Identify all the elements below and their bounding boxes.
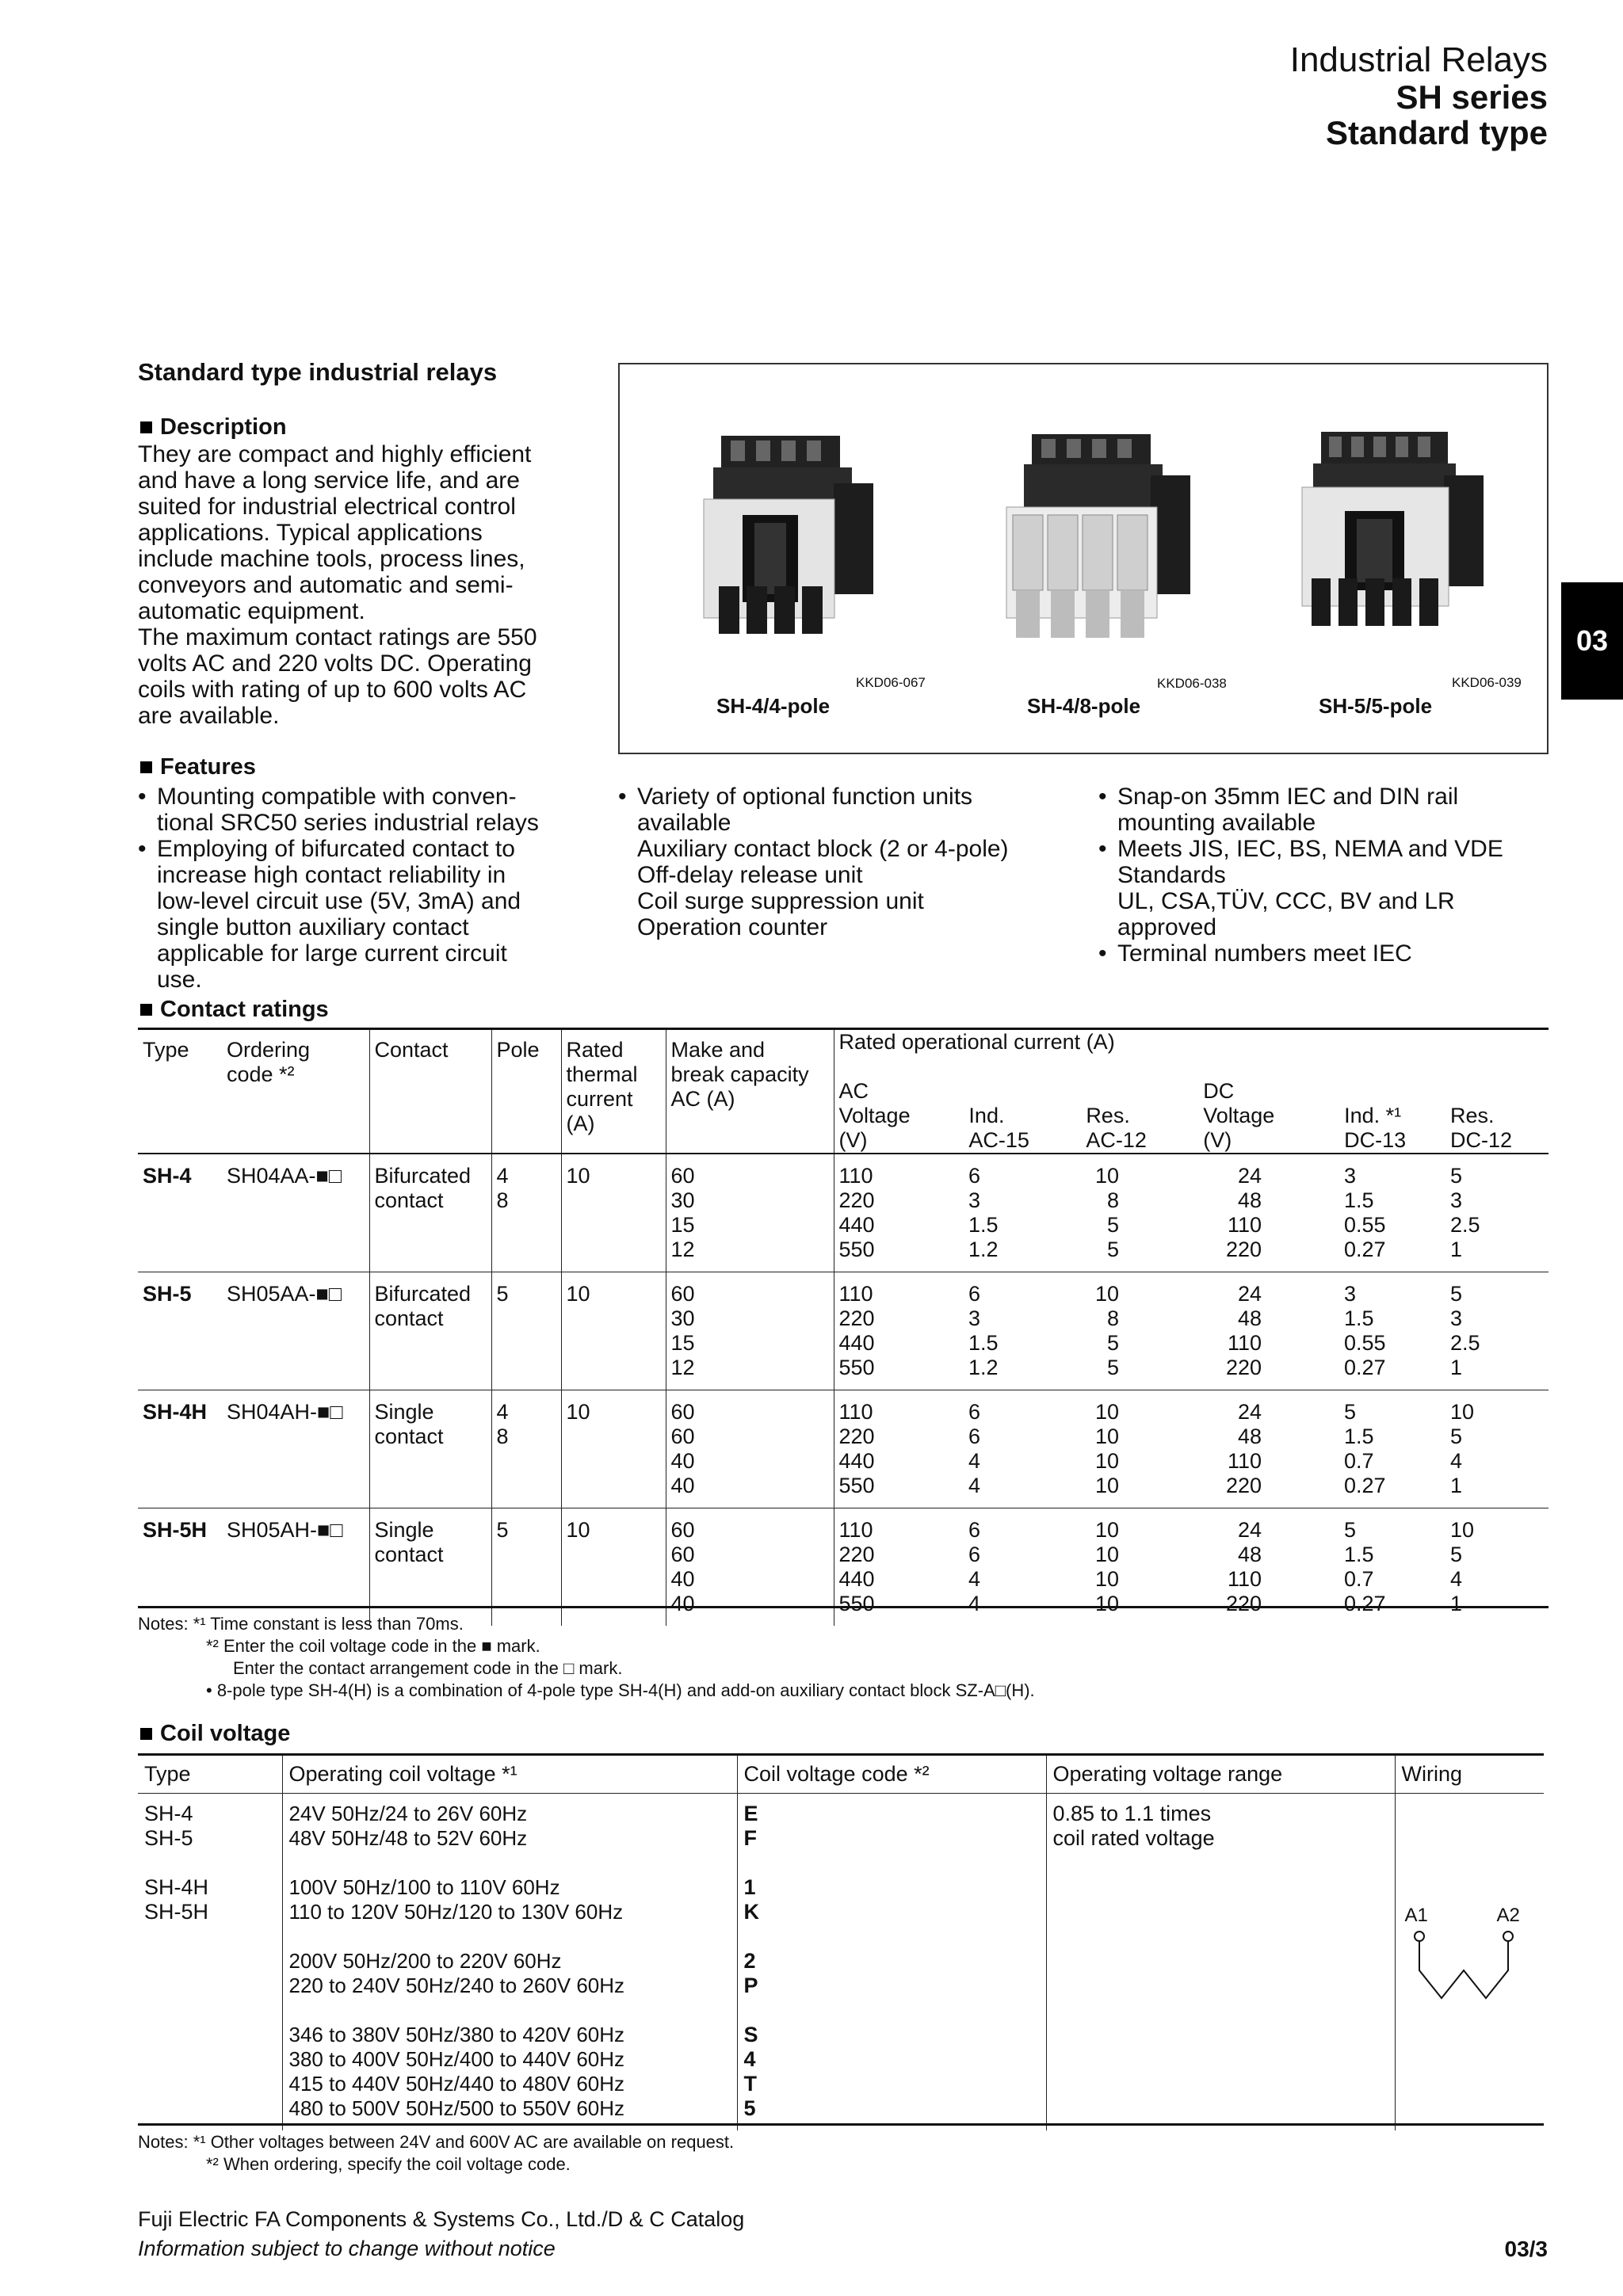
section-tab: 03 bbox=[1561, 582, 1623, 700]
footer-disclaimer: Information subject to change without notice bbox=[138, 2237, 556, 2260]
cell-dc-voltage: 24 48 110 220 bbox=[1198, 1154, 1339, 1272]
photo-caption-2: SH-4/8-pole bbox=[1027, 694, 1141, 718]
wiring-label-a1: A1 bbox=[1404, 1905, 1428, 1926]
cell-ac-ind: 6 3 1.5 1.2 bbox=[964, 1272, 1081, 1390]
cell-make-break: 60 60 40 40 bbox=[666, 1508, 834, 1627]
cell-ac-res: 10 8 5 5 bbox=[1081, 1154, 1198, 1272]
cell-ac-ind: 6 6 4 4 bbox=[964, 1508, 1081, 1627]
description-heading: Description bbox=[138, 414, 287, 441]
cell-dc-voltage: 24 48 110 220 bbox=[1198, 1390, 1339, 1508]
cell-type: SH-5H bbox=[138, 1508, 222, 1627]
product-photo-frame bbox=[618, 363, 1549, 754]
table-row bbox=[138, 1272, 1549, 1390]
cell-pole: 4 8 bbox=[491, 1390, 561, 1508]
cell-type: SH-4 bbox=[138, 1154, 222, 1272]
feature-item: • Mounting compatible with conven- tional SRC50 series industrial relays bbox=[138, 784, 582, 836]
photo-code-2: KKD06-038 bbox=[1157, 676, 1227, 691]
cell-dc-res: 5 3 2.5 1 bbox=[1445, 1272, 1549, 1390]
contact-ratings-heading: Contact ratings bbox=[138, 997, 329, 1023]
square-bullet-icon bbox=[140, 1728, 152, 1740]
cell-dc-ind: 3 1.5 0.55 0.27 bbox=[1339, 1154, 1445, 1272]
cell-dc-ind: 3 1.5 0.55 0.27 bbox=[1339, 1272, 1445, 1390]
feature-item: • Variety of optional function units available bbox=[618, 784, 1062, 836]
cell-dc-ind: 5 1.5 0.7 0.27 bbox=[1339, 1390, 1445, 1508]
cell-make-break: 60 30 15 12 bbox=[666, 1154, 834, 1272]
square-bullet-icon bbox=[140, 421, 152, 433]
cell-ac-res: 10 10 10 10 bbox=[1081, 1508, 1198, 1627]
contact-ratings-table bbox=[138, 1028, 1549, 1626]
cell-rated-current: 10 bbox=[561, 1272, 666, 1390]
cell-dc-voltage: 24 48 110 220 bbox=[1198, 1272, 1339, 1390]
contact-ratings-notes: Notes: *¹ Time constant is less than 70ms. *² Enter the coil voltage code in the ■ mark. Enter the contact arrangement code in the □ mark. • 8-pole type SH-4(H) is a combination of 4-pole type SH-4(H) and add-on auxiliary contact block SZ-A□(H). bbox=[138, 1614, 1035, 1700]
cell-rated-current: 10 bbox=[561, 1390, 666, 1508]
features-heading: Features bbox=[138, 754, 256, 780]
table-header-row: Type Operating coil voltage *¹ Coil voltage code *² Operating voltage range Wiring bbox=[138, 1755, 1544, 1794]
table-header-row: Type Ordering code *² Contact Pole Rated thermal current (A) Make and break capacity AC (A) Rated operational current (A) AC Voltage (V) Ind. AC-15 Res. AC-12 DC Voltage (V) Ind. *¹ DC-13 Res. DC-12 bbox=[138, 1029, 1549, 1154]
wiring-diagram-cell bbox=[1395, 1794, 1544, 2131]
photo-caption-1: SH-4/4-pole bbox=[716, 694, 831, 718]
description-text: They are compact and highly efficient and have a long service life, and are suited for industrial electrical control applications. Typical applications include machine tools, process lines, conveyors and automatic and semi- automatic equipment. The maximum contact ratings are 550 volts AC and 220 volts DC. Operating coils with rating of up to 600 volts AC are available. bbox=[138, 441, 537, 729]
cell-ordering-code: SH04AA-■□ bbox=[222, 1154, 369, 1272]
table-row bbox=[138, 1154, 1549, 1272]
features-column-1 bbox=[138, 784, 582, 993]
cell-ac-res: 10 8 5 5 bbox=[1081, 1272, 1198, 1390]
relay-photo-sh4-8pole bbox=[1000, 428, 1198, 646]
coil-voltage-table bbox=[138, 1753, 1544, 2130]
feature-item: • Terminal numbers meet IEC bbox=[1098, 940, 1542, 967]
relay-photo-sh5-5pole bbox=[1297, 424, 1487, 638]
cell-ac-res: 10 10 10 10 bbox=[1081, 1390, 1198, 1508]
footer-company: Fuji Electric FA Components & Systems Co., Ltd./D & C Catalog bbox=[138, 2207, 745, 2231]
page-number: 03/3 bbox=[1504, 2237, 1548, 2261]
table-row bbox=[138, 1390, 1549, 1508]
section-title: Standard type industrial relays bbox=[138, 358, 498, 386]
square-bullet-icon bbox=[140, 1004, 152, 1016]
cell-make-break: 60 60 40 40 bbox=[666, 1390, 834, 1508]
cell-type: SH-5 bbox=[138, 1272, 222, 1390]
features-column-2: • Variety of optional function units available Auxiliary contact block (2 or 4-pole) Off-delay release unit Coil surge suppression unit Operation counter bbox=[618, 784, 1062, 940]
coil-table-bottom-rule bbox=[138, 2123, 1544, 2126]
wiring-label-a2: A2 bbox=[1496, 1905, 1520, 1926]
cell-contact: Single contact bbox=[369, 1390, 491, 1508]
cell-dc-voltage: 24 48 110 220 bbox=[1198, 1508, 1339, 1627]
cell-contact: Bifurcated contact bbox=[369, 1154, 491, 1272]
cell-ordering-code: SH05AH-■□ bbox=[222, 1508, 369, 1627]
header-category: Industrial Relays bbox=[1289, 40, 1548, 79]
photo-caption-3: SH-5/5-pole bbox=[1319, 694, 1433, 718]
cell-pole: 5 bbox=[491, 1272, 561, 1390]
photo-code-1: KKD06-067 bbox=[856, 675, 926, 690]
square-bullet-icon bbox=[140, 761, 152, 773]
cell-rated-current: 10 bbox=[561, 1154, 666, 1272]
cell-ac-voltage: 110 220 440 550 bbox=[834, 1272, 964, 1390]
coil-wiring-icon bbox=[1403, 1927, 1530, 2014]
cell-ac-voltage: 110 220 440 550 bbox=[834, 1508, 964, 1627]
cell-ac-ind: 6 6 4 4 bbox=[964, 1390, 1081, 1508]
relay-photo-sh4-4pole bbox=[699, 428, 881, 642]
header-type: Standard type bbox=[1325, 113, 1548, 151]
header-series: SH series bbox=[1396, 78, 1548, 116]
coil-voltage-heading: Coil voltage bbox=[138, 1721, 290, 1747]
cell-ac-voltage: 110 220 440 550 bbox=[834, 1154, 964, 1272]
cell-type: SH-4H bbox=[138, 1390, 222, 1508]
coil-voltage-notes: Notes: *¹ Other voltages between 24V and 600V AC are available on request. *² When ordering, specify the coil voltage code. bbox=[138, 2132, 735, 2174]
cell-dc-res: 10 5 4 1 bbox=[1445, 1508, 1549, 1627]
cell-make-break: 60 30 15 12 bbox=[666, 1272, 834, 1390]
feature-item: • Employing of bifurcated contact to increase high contact reliability in low-level circuit use (5V, 3mA) and single button auxiliary contact applicable for large current circuit use. bbox=[138, 836, 582, 993]
table-bottom-rule bbox=[138, 1606, 1549, 1608]
table-row: SH-4 SH-5 SH-4H SH-5H 24V 50Hz/24 to 26V 60Hz 48V 50Hz/48 to 52V 60Hz 100V 50Hz/100 to 110V 60Hz 110 to 120V 50Hz/120 to 130V 60Hz 200V 50Hz/200 to 220V 60Hz 220 to 240V 50Hz/240 to 260V 60Hz 346 to 380V 50Hz/380 to 420V 60Hz 380 to 400V 50Hz/400 to 440V 60Hz 415 to 440V 50Hz/440 to 480V 60Hz 480 to 500V 50Hz/500 to 550V 60Hz E F 1 K 2 P S 4 T 5 0.85 to 1.1 times coil rated voltage A1 A2 bbox=[138, 1794, 1544, 2131]
cell-ac-ind: 6 3 1.5 1.2 bbox=[964, 1154, 1081, 1272]
cell-dc-ind: 5 1.5 0.7 0.27 bbox=[1339, 1508, 1445, 1627]
cell-ordering-code: SH05AA-■□ bbox=[222, 1272, 369, 1390]
feature-item: • Snap-on 35mm IEC and DIN rail mounting available bbox=[1098, 784, 1542, 836]
cell-contact: Bifurcated contact bbox=[369, 1272, 491, 1390]
cell-dc-res: 10 5 4 1 bbox=[1445, 1390, 1549, 1508]
cell-pole: 5 bbox=[491, 1508, 561, 1627]
cell-rated-current: 10 bbox=[561, 1508, 666, 1627]
cell-dc-res: 5 3 2.5 1 bbox=[1445, 1154, 1549, 1272]
cell-pole: 4 8 bbox=[491, 1154, 561, 1272]
cell-ac-voltage: 110 220 440 550 bbox=[834, 1390, 964, 1508]
feature-item: • Meets JIS, IEC, BS, NEMA and VDE Standards UL, CSA,TÜV, CCC, BV and LR approved bbox=[1098, 836, 1542, 940]
page-header bbox=[1290, 41, 1548, 151]
photo-code-3: KKD06-039 bbox=[1452, 675, 1522, 690]
cell-contact: Single contact bbox=[369, 1508, 491, 1627]
features-column-3 bbox=[1098, 784, 1542, 967]
cell-ordering-code: SH04AH-■□ bbox=[222, 1390, 369, 1508]
